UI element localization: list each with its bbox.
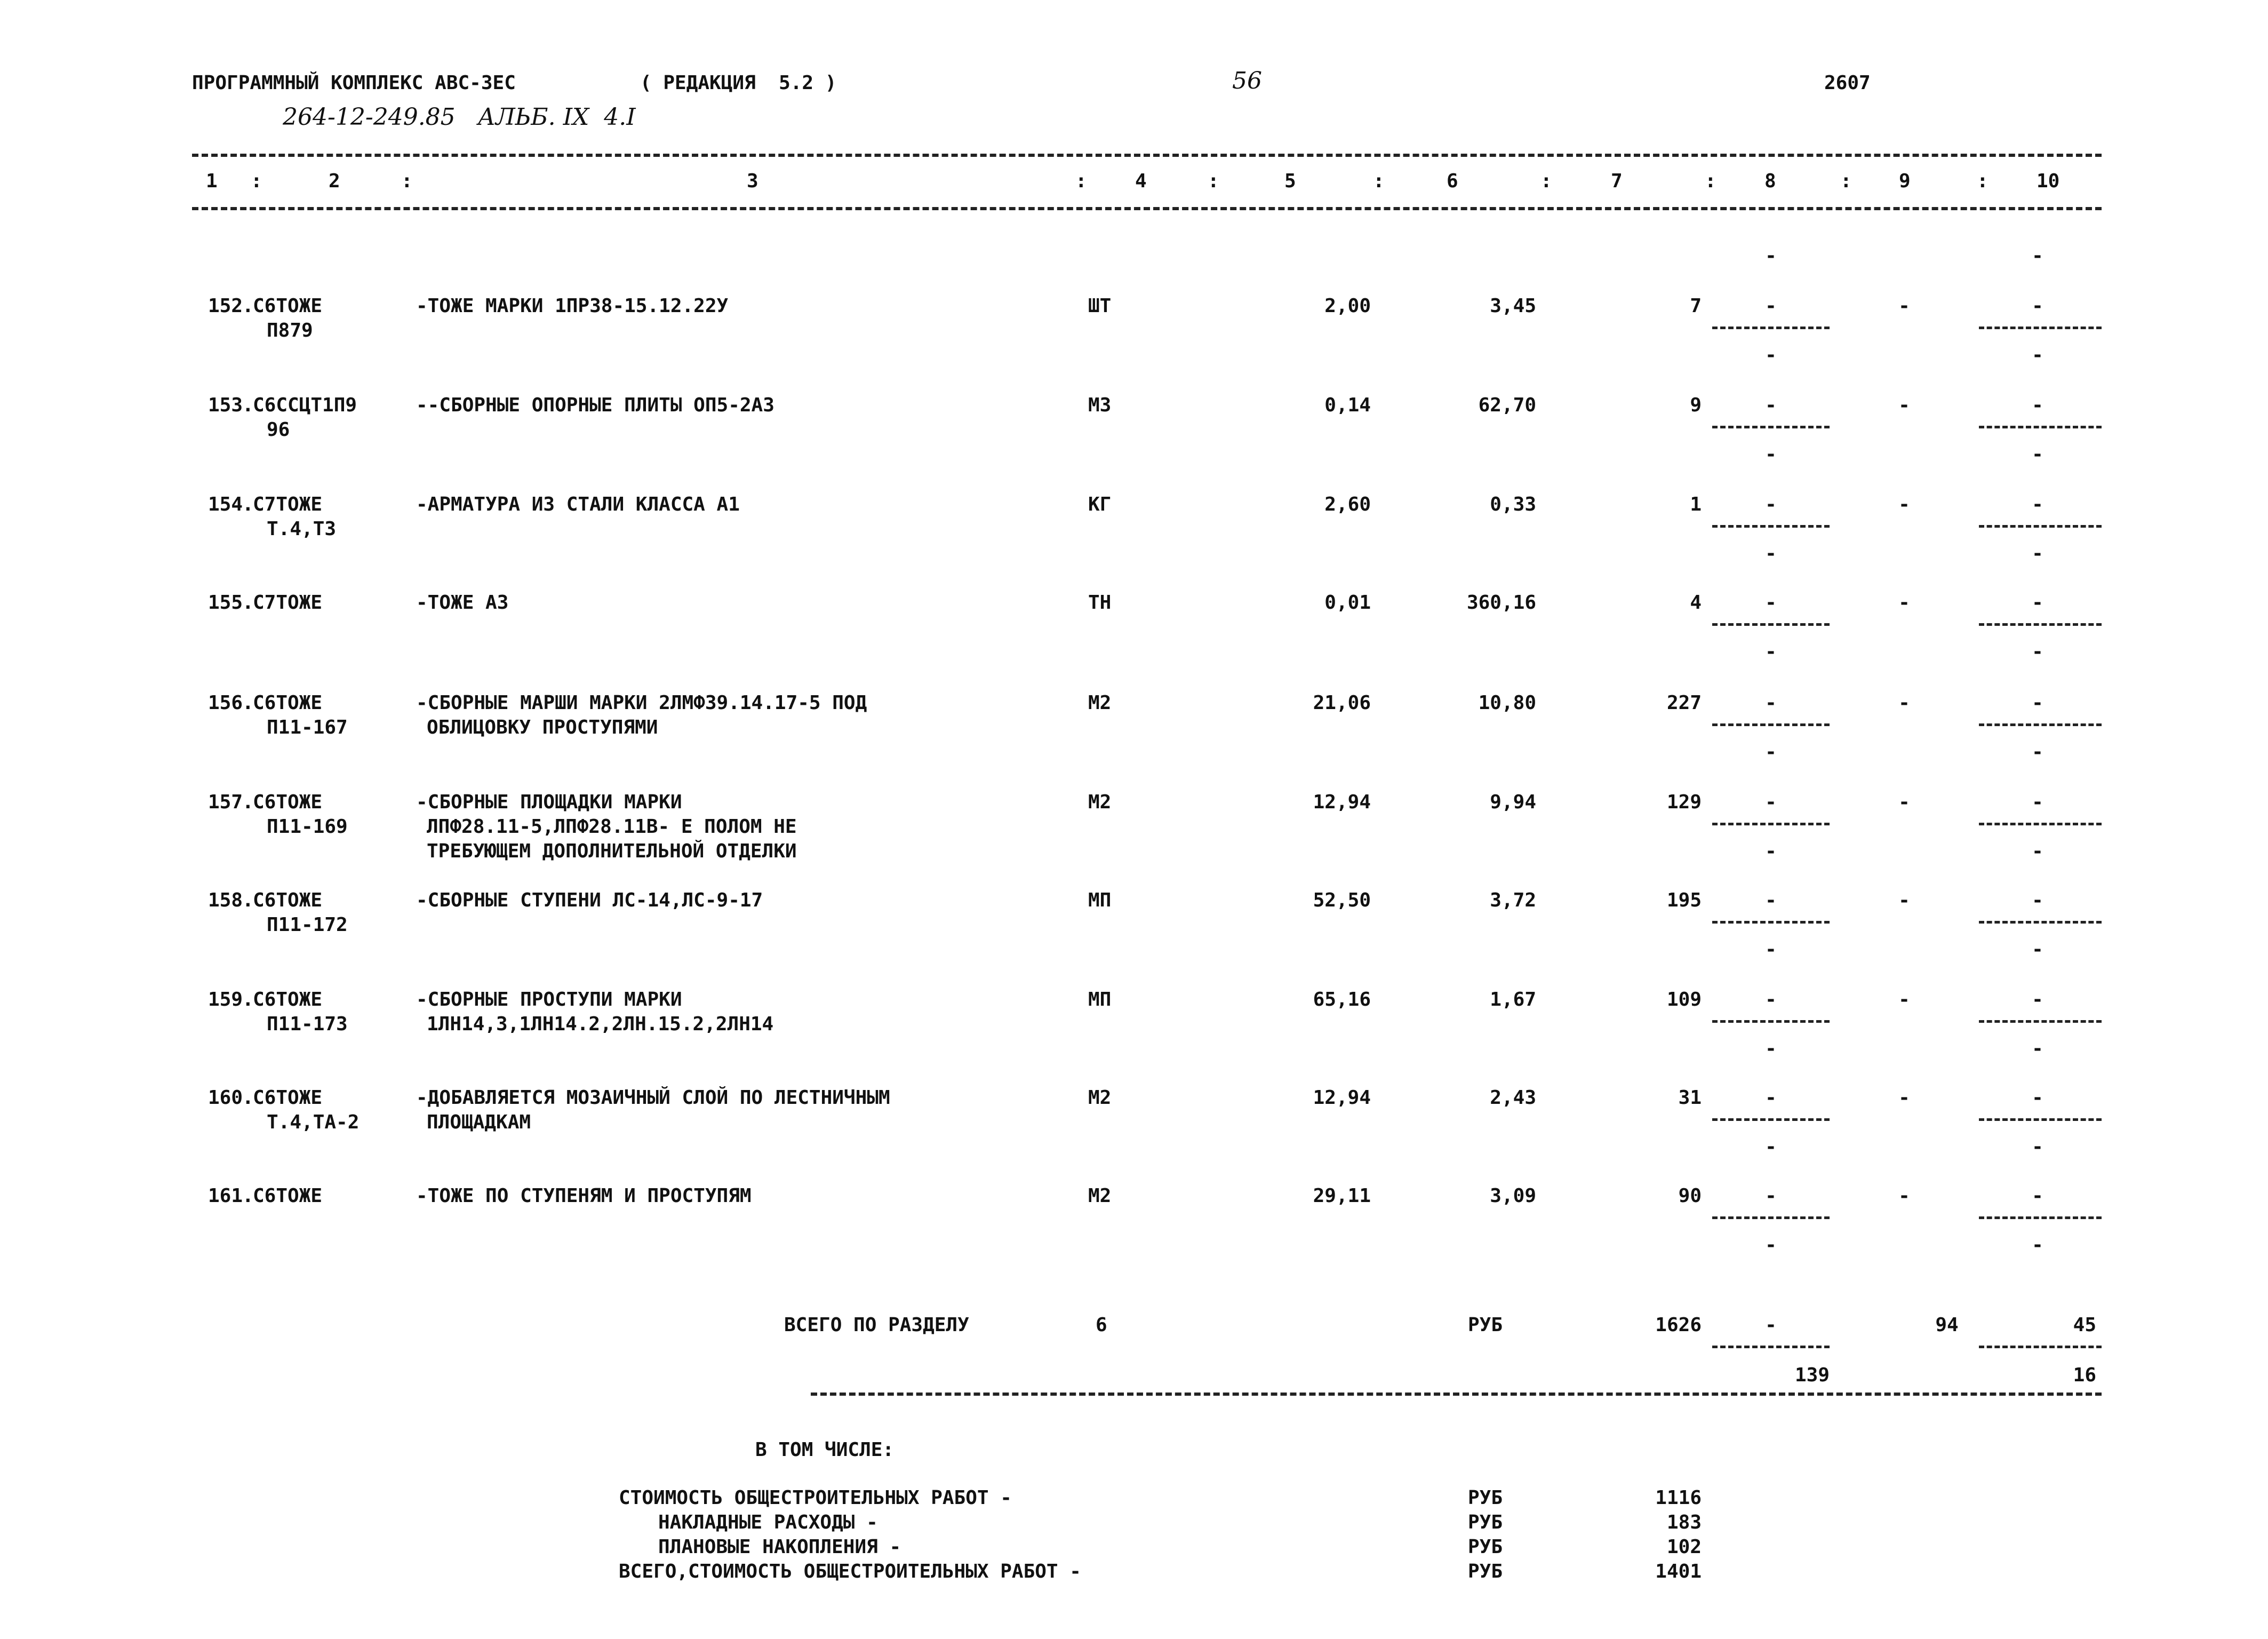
row-code: С6ТОЖЕ [253,791,323,813]
row-col10-divider [1979,723,2102,726]
row-col8-divider [1712,327,1830,329]
row-cost: 90 [1678,1185,1702,1207]
row-col10-bottom: - [2032,641,2043,663]
row-cost: 109 [1666,989,1702,1011]
row-quantity: 12,94 [1313,791,1371,813]
row-col8-bottom: - [1765,344,1777,366]
row-col9: - [1898,692,1910,714]
row-col8-bottom: - [1765,543,1777,564]
row-col10-divider [1979,1118,2102,1121]
col-header-1: 1 [206,170,218,192]
including-line-unit: РУБ [1468,1487,1503,1509]
program-name: ПРОГРАММНЫЙ КОМПЛЕКС АВС-3ЕС [192,72,516,94]
row-price: 360,16 [1466,592,1536,614]
col-header-8: 8 [1764,170,1776,192]
including-line-value: 183 [1666,1511,1702,1533]
row-col10-bottom: - [2032,344,2043,366]
row-code: С6ССЦТ1П9 [253,394,357,416]
table-row: 155 . С7ТОЖЕ -ТОЖЕ А3 ТН 0,01 360,16 4 - - - - - [0,593,2268,673]
row-col8-bottom: - [1765,840,1777,862]
row-col8: - [1765,592,1777,614]
row-quantity: 52,50 [1313,889,1371,911]
table-row: 154 . С7ТОЖЕ Т.4,Т3 -АРМАТУРА ИЗ СТАЛИ КЛАССА А1 КГ 2,60 0,33 1 - - - - - [0,495,2268,575]
table-row: 160 . С6ТОЖЕ Т.4,ТА-2 -ДОБАВЛЯЕТСЯ МОЗАИЧНЫЙ СЛОЙ ПО ЛЕСТНИЧНЫМ ПЛОЩАДКАМ М2 12,94 2,43 31 - - - - - [0,1088,2268,1168]
row-code-ref: П11-169 [267,816,348,838]
row-col8-divider [1712,1216,1830,1219]
row-col10-bottom: - [2032,1234,2043,1256]
row-col8: - [1765,989,1777,1011]
row-col10-bottom: - [2032,938,2043,960]
row-col8-bottom: - [1765,443,1777,465]
row-col10: - [2032,889,2043,911]
row-col9: - [1898,791,1910,813]
total-col9: 94 [1935,1314,1959,1336]
row-number: 157 [208,791,243,813]
row-code-ref: 96 [267,419,290,441]
row-number: 160 [208,1087,243,1109]
header-bottom-rule [192,207,2102,210]
row-description-2: ЛПФ28.11-5,ЛПФ28.11В- Е ПОЛОМ НЕ [427,816,797,838]
row-col10-bottom: - [2032,443,2043,465]
col-header-10: 10 [2037,170,2060,192]
row-quantity: 2,60 [1324,494,1371,515]
row-description-2: ПЛОЩАДКАМ [427,1111,531,1133]
row-col10: - [2032,1087,2043,1109]
row-description-2: ОБЛИЦОВКУ ПРОСТУПЯМИ [427,717,658,738]
row-col10: - [2032,494,2043,515]
row-unit: МП [1088,889,1112,911]
row-quantity: 21,06 [1313,692,1371,714]
row-number: 159 [208,989,243,1011]
row-cost: 227 [1666,692,1702,714]
row-col10-divider [1979,921,2102,924]
row-description: -СБОРНЫЕ ПЛОЩАДКИ МАРКИ [416,791,682,813]
row-price: 3,45 [1490,295,1536,317]
row-description: -ДОБАВЛЯЕТСЯ МОЗАИЧНЫЙ СЛОЙ ПО ЛЕСТНИЧНЫМ [416,1087,890,1109]
row-col8-divider [1712,723,1830,726]
row-col9: - [1898,889,1910,911]
row-price: 3,72 [1490,889,1536,911]
row-description: -АРМАТУРА ИЗ СТАЛИ КЛАССА А1 [416,494,740,515]
row-col8-divider [1712,525,1830,528]
row-number: 161 [208,1185,243,1207]
row-price: 10,80 [1478,692,1536,714]
row-col9: - [1898,1185,1910,1207]
table-row: 152 . С6ТОЖЕ П879 -ТОЖЕ МАРКИ 1ПР38-15.12.22У ШТ 2,00 3,45 7 - - - - - [0,297,2268,377]
including-line-value: 1401 [1655,1561,1702,1582]
col-header-3: 3 [747,170,758,192]
including-line-unit: РУБ [1468,1511,1503,1533]
table-row: 157 . С6ТОЖЕ П11-169 -СБОРНЫЕ ПЛОЩАДКИ МАРКИ ЛПФ28.11-5,ЛПФ28.11В- Е ПОЛОМ НЕ ТРЕБУЮЩЕМ ДОПОЛНИТЕЛЬНОЙ ОТДЕЛКИ М2 12,94 9,94 129 - - - - - [0,793,2268,873]
page-number: 56 [1232,67,1262,94]
total-rule [811,1393,2102,1396]
total-col10: 45 [2073,1314,2096,1336]
including-line-label: ПЛАНОВЫЕ НАКОПЛЕНИЯ - [658,1536,901,1558]
including-line-value: 102 [1666,1536,1702,1558]
row-code-ref: Т.4,Т3 [267,518,337,540]
including-label: В ТОМ ЧИСЛЕ: [755,1439,895,1461]
row-description: -ТОЖЕ МАРКИ 1ПР38-15.12.22У [416,295,729,317]
row-code: С6ТОЖЕ [253,1087,323,1109]
row-description-2: 1ЛН14,3,1ЛН14.2,2ЛН.15.2,2ЛН14 [427,1013,774,1035]
including-line-label: ВСЕГО,СТОИМОСТЬ ОБЩЕСТРОИТЕЛЬНЫХ РАБОТ - [619,1561,1081,1582]
row-description: -СБОРНЫЕ ПРОСТУПИ МАРКИ [416,989,682,1011]
row-cost: 129 [1666,791,1702,813]
row-col9: - [1898,989,1910,1011]
top-dash-col8: - [1765,245,1777,267]
total-col8-divider [1712,1346,1830,1348]
total-col10-bottom: 16 [2073,1364,2096,1386]
row-unit: ТН [1088,592,1112,614]
document-number: 2607 [1824,72,1871,94]
row-col9: - [1898,494,1910,515]
row-code-ref: П11-173 [267,1013,348,1035]
row-cost: 9 [1690,394,1702,416]
row-col8-bottom: - [1765,741,1777,763]
row-quantity: 0,14 [1324,394,1371,416]
row-code: С7ТОЖЕ [253,494,323,515]
row-col10: - [2032,1185,2043,1207]
row-quantity: 0,01 [1324,592,1371,614]
including-line-label: НАКЛАДНЫЕ РАСХОДЫ - [658,1511,878,1533]
row-code: С7ТОЖЕ [253,592,323,614]
row-col8-bottom: - [1765,938,1777,960]
table-row: 158 . С6ТОЖЕ П11-172 -СБОРНЫЕ СТУПЕНИ ЛС-14,ЛС-9-17 МП 52,50 3,72 195 - - - - - [0,891,2268,971]
row-col10-divider [1979,623,2102,626]
row-col10: - [2032,295,2043,317]
row-unit: М2 [1088,1087,1112,1109]
row-description: -СБОРНЫЕ МАРШИ МАРКИ 2ЛМФ39.14.17-5 ПОД [416,692,867,714]
row-code: С6ТОЖЕ [253,889,323,911]
including-line-label: СТОИМОСТЬ ОБЩЕСТРОИТЕЛЬНЫХ РАБОТ - [619,1487,1012,1509]
row-price: 0,33 [1490,494,1536,515]
row-cost: 31 [1678,1087,1702,1109]
row-col9: - [1898,592,1910,614]
row-cost: 195 [1666,889,1702,911]
table-row: 156 . С6ТОЖЕ П11-167 -СБОРНЫЕ МАРШИ МАРКИ 2ЛМФ39.14.17-5 ПОД ОБЛИЦОВКУ ПРОСТУПЯМИ М2 21,06 10,80 227 - - - - - [0,694,2268,774]
row-col10-divider [1979,823,2102,825]
row-code-ref: П11-167 [267,717,348,738]
row-col10-bottom: - [2032,1136,2043,1158]
row-col10-bottom: - [2032,840,2043,862]
edition: ( РЕДАКЦИЯ 5.2 ) [640,72,837,94]
row-col8-bottom: - [1765,641,1777,663]
row-col8-divider [1712,921,1830,924]
row-price: 3,09 [1490,1185,1536,1207]
row-unit: М2 [1088,692,1112,714]
row-col10-divider [1979,525,2102,528]
row-col8: - [1765,889,1777,911]
col-header-7: 7 [1611,170,1623,192]
row-col9: - [1898,394,1910,416]
row-col9: - [1898,295,1910,317]
handwritten-note: 264-12-249.85 АЛЬБ. IX 4.I [283,104,636,131]
row-unit: КГ [1088,494,1112,515]
row-col8: - [1765,791,1777,813]
table-row: 161 . С6ТОЖЕ -ТОЖЕ ПО СТУПЕНЯМ И ПРОСТУПЯМ М2 29,11 3,09 90 - - - - - [0,1187,2268,1267]
row-price: 2,43 [1490,1087,1536,1109]
row-description: -ТОЖЕ А3 [416,592,509,614]
col-header-6: 6 [1447,170,1458,192]
row-unit: МП [1088,989,1112,1011]
table-top-rule [192,154,2102,157]
row-description: --СБОРНЫЕ ОПОРНЫЕ ПЛИТЫ ОП5-2А3 [416,394,774,416]
row-number: 158 [208,889,243,911]
row-col9: - [1898,1087,1910,1109]
row-quantity: 2,00 [1324,295,1371,317]
row-number: 154 [208,494,243,515]
row-description: -СБОРНЫЕ СТУПЕНИ ЛС-14,ЛС-9-17 [416,889,763,911]
row-price: 9,94 [1490,791,1536,813]
row-cost: 4 [1690,592,1702,614]
row-col8: - [1765,692,1777,714]
row-col10-bottom: - [2032,741,2043,763]
row-number: 152 [208,295,243,317]
row-col10-divider [1979,327,2102,329]
row-unit: М3 [1088,394,1112,416]
top-dash-col10: - [2032,245,2043,267]
row-code-ref: П879 [267,320,313,341]
row-col10-divider [1979,426,2102,428]
row-col8-bottom: - [1765,1136,1777,1158]
row-cost: 1 [1690,494,1702,515]
row-code: С6ТОЖЕ [253,989,323,1011]
row-unit: ШТ [1088,295,1112,317]
row-unit: М2 [1088,791,1112,813]
row-col8: - [1765,494,1777,515]
row-col10: - [2032,791,2043,813]
row-quantity: 12,94 [1313,1087,1371,1109]
row-number: 156 [208,692,243,714]
row-code: С6ТОЖЕ [253,295,323,317]
total-unit: РУБ [1468,1314,1503,1336]
table-row: 159 . С6ТОЖЕ П11-173 -СБОРНЫЕ ПРОСТУПИ МАРКИ 1ЛН14,3,1ЛН14.2,2ЛН.15.2,2ЛН14 МП 65,16 1,67 109 - - - - - [0,990,2268,1070]
table-row: 153 . С6ССЦТ1П9 96 --СБОРНЫЕ ОПОРНЫЕ ПЛИТЫ ОП5-2А3 М3 0,14 62,70 9 - - - - - [0,396,2268,476]
total-col10-divider [1979,1346,2102,1348]
total-col8-bottom: 139 [1794,1364,1830,1386]
col-header-4: 4 [1135,170,1147,192]
total-label: ВСЕГО ПО РАЗДЕЛУ [784,1314,969,1336]
row-col8: - [1765,394,1777,416]
row-price: 1,67 [1490,989,1536,1011]
row-col10-bottom: - [2032,1038,2043,1060]
row-col10: - [2032,692,2043,714]
including-line-unit: РУБ [1468,1561,1503,1582]
total-section: 6 [1096,1314,1107,1336]
row-code-ref: Т.4,ТА-2 [267,1111,360,1133]
row-code: С6ТОЖЕ [253,1185,323,1207]
total-col8: - [1765,1314,1777,1336]
row-quantity: 29,11 [1313,1185,1371,1207]
row-col10-divider [1979,1020,2102,1023]
col-header-5: 5 [1284,170,1296,192]
row-quantity: 65,16 [1313,989,1371,1011]
col-header-9: 9 [1899,170,1911,192]
row-col10: - [2032,394,2043,416]
row-col8-divider [1712,1020,1830,1023]
total-cost: 1626 [1655,1314,1702,1336]
row-number: 153 [208,394,243,416]
row-col8: - [1765,1185,1777,1207]
row-col10-bottom: - [2032,543,2043,564]
row-col8: - [1765,295,1777,317]
row-price: 62,70 [1478,394,1536,416]
row-description-3: ТРЕБУЮЩЕМ ДОПОЛНИТЕЛЬНОЙ ОТДЕЛКИ [427,840,797,862]
row-col8-divider [1712,623,1830,626]
row-col8-divider [1712,1118,1830,1121]
row-col8-divider [1712,426,1830,428]
row-code-ref: П11-172 [267,914,348,936]
row-number: 155 [208,592,243,614]
row-description: -ТОЖЕ ПО СТУПЕНЯМ И ПРОСТУПЯМ [416,1185,752,1207]
row-col8-bottom: - [1765,1038,1777,1060]
row-col10-divider [1979,1216,2102,1219]
row-col10: - [2032,989,2043,1011]
including-line-unit: РУБ [1468,1536,1503,1558]
row-col10: - [2032,592,2043,614]
row-unit: М2 [1088,1185,1112,1207]
col-header-2: 2 [329,170,340,192]
including-line-value: 1116 [1655,1487,1702,1509]
row-col8-bottom: - [1765,1234,1777,1256]
row-col8-divider [1712,823,1830,825]
row-code: С6ТОЖЕ [253,692,323,714]
row-col8: - [1765,1087,1777,1109]
row-cost: 7 [1690,295,1702,317]
